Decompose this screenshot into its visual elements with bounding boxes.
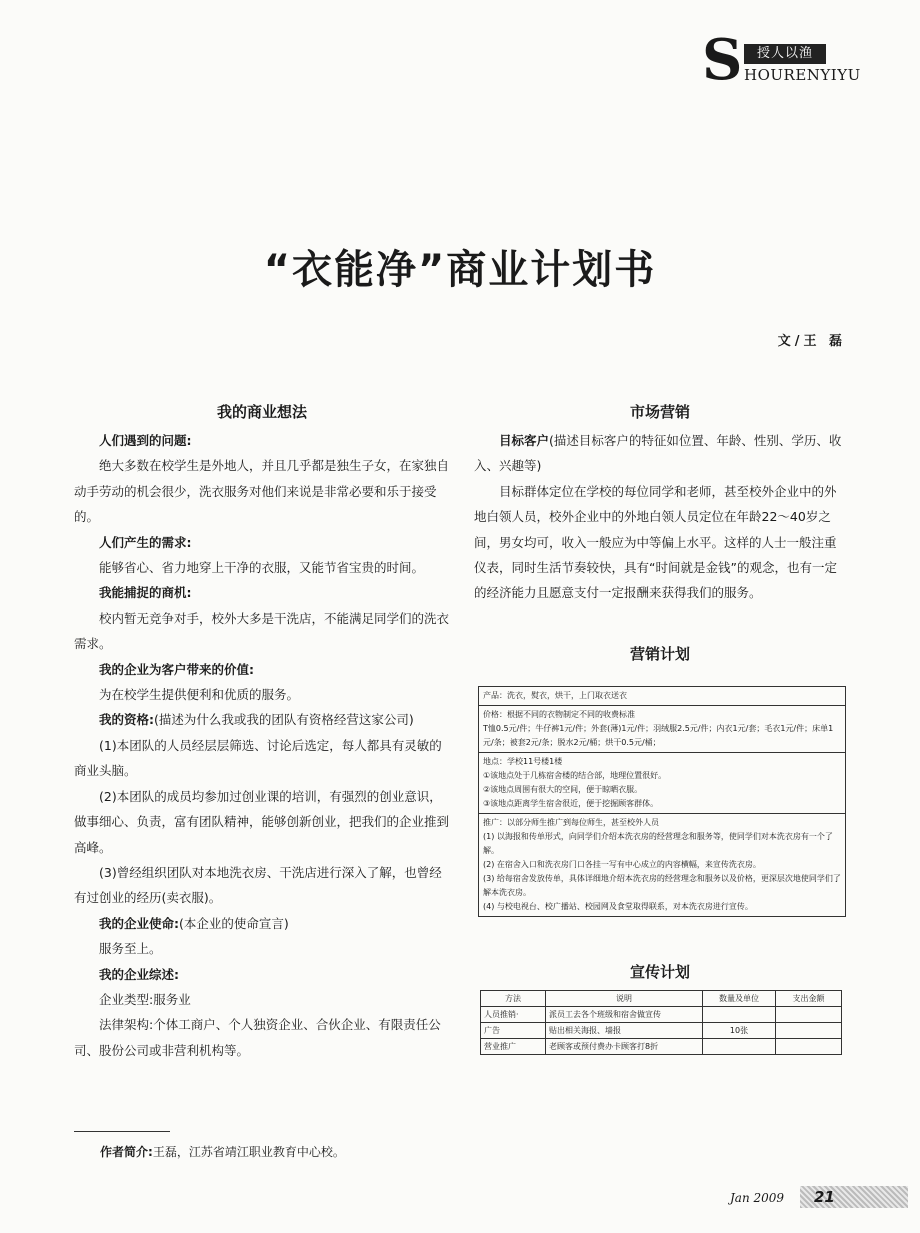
table-header: 数量及单位 xyxy=(703,991,776,1007)
mission-note: (本企业的使命宣言) xyxy=(179,915,289,931)
table-cell: 营业推广 xyxy=(481,1039,546,1055)
section-heading-business-idea: 我的商业想法 xyxy=(216,403,307,421)
qualification-note: (描述为什么我或我的团队有资格经营这家公司) xyxy=(154,712,414,728)
table-cell xyxy=(776,1039,842,1055)
table-cell xyxy=(776,1023,842,1039)
promotion-plan-table xyxy=(480,990,842,1055)
mission-text: 服务至上。 xyxy=(99,941,162,957)
table-cell xyxy=(703,1007,776,1023)
left-column xyxy=(74,400,450,1063)
table-cell: 派员工去各个班级和宿舍做宣传 xyxy=(546,1007,703,1023)
marketing-plan-box xyxy=(478,686,846,917)
column-pinyin: HOURENYIYU xyxy=(744,66,861,84)
author-bio xyxy=(100,1143,345,1161)
table-header: 支出金额 xyxy=(776,991,842,1007)
masthead-letter: S xyxy=(702,27,743,93)
plan-location-point: ①该地点处于几栋宿舍楼的结合部，地理位置很好。 xyxy=(483,771,667,780)
issue-date: Jan 2009 xyxy=(730,1191,785,1205)
table-cell: 老顾客或预付费办卡顾客打8折 xyxy=(546,1039,703,1055)
plan-location-point: ③该地点距离学生宿舍很近，便于挖掘顾客群体。 xyxy=(483,799,659,808)
value-text: 为在校学生提供便利和优质的服务。 xyxy=(99,687,300,703)
author-bio-text: 王磊，江苏省靖江职业教育中心校。 xyxy=(152,1145,345,1159)
target-text: 目标群体定位在学校的每位同学和老师，甚至校外企业中的外地白领人员，校外企业中的外地白领人员定位在年龄22～40岁之间，男女均可，收入一般应为中等偏上水平。这样的人士一般注重仪表，同时生活节奏较快，具有“时间就是金钱”的观念，也有一定的经济能力且愿意支付一定报酬来获得我们的服务。 xyxy=(474,483,837,601)
summary-label: 我的企业综述: xyxy=(99,966,179,982)
table-row xyxy=(481,1007,842,1023)
problems-label: 人们遇到的问题: xyxy=(99,433,192,448)
target-note: (描述目标客户的特征如位置、年龄、性别、学历、收入、兴趣等) xyxy=(474,433,842,474)
qualification-label: 我的资格: xyxy=(99,712,154,728)
table-cell: 广告 xyxy=(481,1023,546,1039)
author-bio-label: 作者简介: xyxy=(100,1145,153,1159)
plan-promotion-item: (1) 以海报和传单形式，向同学们介绍本洗衣房的经营理念和服务等，使同学们对本洗衣房有一个了解。 xyxy=(483,832,833,855)
table-header-row xyxy=(481,991,842,1007)
needs-text: 能够省心、省力地穿上干净的衣服，又能节省宝贵的时间。 xyxy=(99,560,425,576)
company-type: 企业类型:服务业 xyxy=(99,991,191,1007)
column-tag: 授人以渔 xyxy=(744,44,826,64)
table-cell: 人员推销· xyxy=(481,1007,546,1023)
plan-price-list: T恤0.5元/件；牛仔裤1元/件；外套(薄)1元/件；羽绒服2.5元/件；内衣1元/套；毛衣1元/件；床单1元/条；被套2元/条；脱水2元/桶；烘干0.5元/桶； xyxy=(483,724,834,747)
table-cell xyxy=(776,1007,842,1023)
plan-product: 产品：洗衣，熨衣，烘干，上门取衣送衣 xyxy=(479,687,845,706)
plan-promotion: 推广：以部分师生推广到每位师生，甚至校外人员 xyxy=(483,818,659,827)
opportunity-text: 校内暂无竞争对手，校外大多是干洗店，不能满足同学们的洗衣需求。 xyxy=(74,610,450,652)
section-heading-marketing: 市场营销 xyxy=(629,403,690,421)
plan-promotion-item: (2) 在宿舍入口和洗衣房门口各挂一写有中心成立的内容横幅，来宣传洗衣房。 xyxy=(483,860,761,869)
table-header: 方法 xyxy=(481,991,546,1007)
marketing-plan-heading: 营销计划 xyxy=(629,645,690,663)
page-number: 21 xyxy=(814,1188,835,1206)
footnote-divider xyxy=(74,1131,170,1132)
table-cell: 10张 xyxy=(703,1023,776,1039)
table-row xyxy=(481,1023,842,1039)
qualification-item: (2)本团队的成员均参加过创业课的培训，有强烈的创业意识，做事细心、负责，富有团队精神，能够创新创业，把我们的企业推到高峰。 xyxy=(74,788,450,855)
table-cell: 贴出相关海报、墙报 xyxy=(546,1023,703,1039)
plan-price: 价格：根据不同的衣物制定不同的收费标准 xyxy=(483,710,635,719)
plan-location-point: ②该地点周围有很大的空间，便于晾晒衣服。 xyxy=(483,785,643,794)
promotion-plan-heading: 宣传计划 xyxy=(629,963,690,981)
table-header: 说明 xyxy=(546,991,703,1007)
right-column xyxy=(474,400,846,606)
needs-label: 人们产生的需求: xyxy=(99,534,192,550)
qualification-item: (3)曾经组织团队对本地洗衣房、干洗店进行深入了解，也曾经有过创业的经历(卖衣服)。 xyxy=(74,864,442,906)
author-byline: 文/王 磊 xyxy=(777,334,846,349)
table-row xyxy=(481,1039,842,1055)
plan-location: 地点：学校11号楼1楼 xyxy=(483,757,563,766)
value-label: 我的企业为客户带来的价值: xyxy=(99,661,254,677)
qualification-item: (1)本团队的人员经层层筛选、讨论后选定，每人都具有灵敏的商业头脑。 xyxy=(74,737,442,779)
page-number-box xyxy=(800,1186,908,1208)
mission-label: 我的企业使命: xyxy=(99,915,179,931)
plan-promotion-item: (4) 与校电视台、校广播站、校园网及食堂取得联系，对本洗衣房进行宣传。 xyxy=(483,902,753,911)
plan-promotion-item: (3) 给每宿舍发放传单，具体详细地介绍本洗衣房的经营理念和服务以及价格，更深层次地使同学们了解本洗衣房。 xyxy=(483,874,841,897)
opportunity-label: 我能捕捉的商机: xyxy=(99,585,192,601)
table-cell xyxy=(703,1039,776,1055)
article-title: “衣能净”商业计划书 xyxy=(263,247,657,293)
legal-structure: 法律架构:个体工商户、个人独资企业、合伙企业、有限责任公司、股份公司或非营利机构等。 xyxy=(74,1017,441,1058)
target-label: 目标客户 xyxy=(499,433,550,448)
problems-text: 绝大多数在校学生是外地人，并且几乎都是独生子女，在家独自动手劳动的机会很少，洗衣服务对他们来说是非常必要和乐于接受的。 xyxy=(74,458,450,525)
